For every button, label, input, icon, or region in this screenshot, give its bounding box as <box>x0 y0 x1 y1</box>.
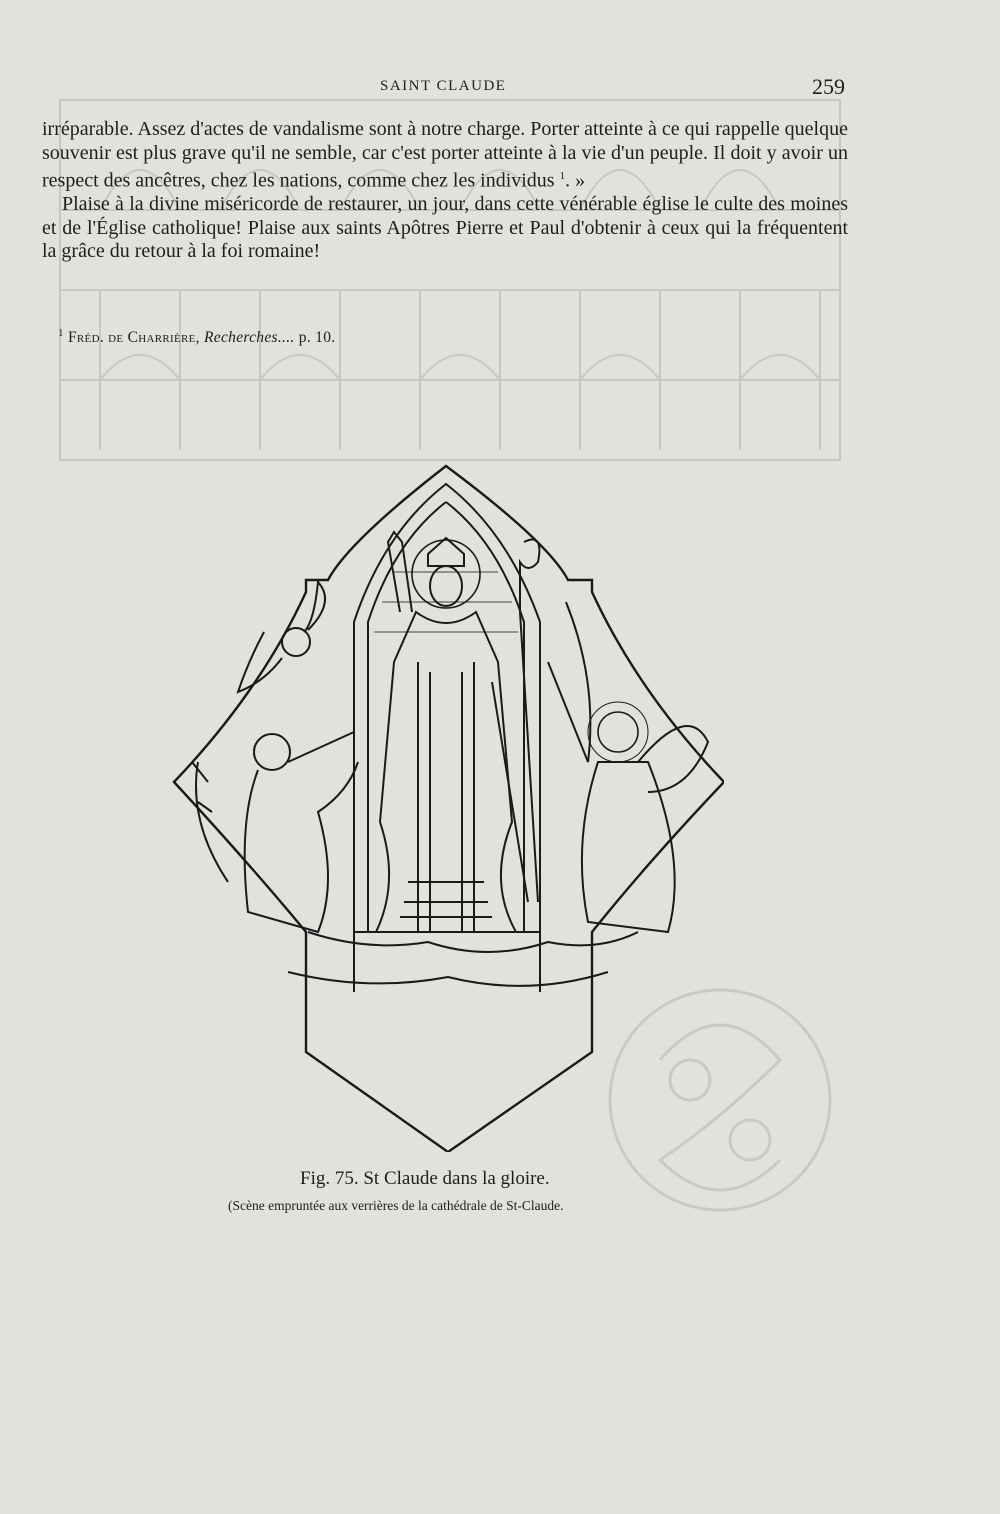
footnote-number: 1 <box>58 327 64 339</box>
paragraph-1-text: irréparable. Assez d'actes de vandalisme sont à notre charge. Porter atteinte à ce qui rappelle quelque souvenir est plus grave qu'il ne semble, car c'est porter atteinte à la vie d'un peuple. Il doit y avoir un respect des ancêtres, chez les nations, comme chez les individus <box>42 118 848 192</box>
paragraph-1 <box>42 118 848 193</box>
body-text <box>42 118 848 264</box>
paragraph-1-end: . » <box>565 169 586 192</box>
page-number: 259 <box>812 74 845 99</box>
footnote-title: Recherches.... <box>204 329 295 347</box>
footnote-ref[interactable]: 1 <box>559 170 566 182</box>
running-title: SAINT CLAUDE <box>380 78 507 94</box>
figure-illustration <box>168 462 724 1152</box>
running-head <box>0 76 1000 100</box>
figure-caption: Fig. 75. St Claude dans la gloire. <box>300 1168 550 1189</box>
footnote-author: Fréd. de Charrière, <box>68 329 200 347</box>
footnote-page: p. 10. <box>298 329 336 347</box>
figure-subcaption: (Scène empruntée aux verrières de la cathédrale de St-Claude. <box>228 1198 564 1213</box>
paragraph-2: Plaise à la divine miséricorde de restaurer, un jour, dans cette vénérable église le culte des moines et de l'Église catholique! Plaise aux saints Apôtres Pierre et Paul d'obtenir à ceux qui la fréquentent la grâce du retour à la foi romaine! <box>42 193 848 263</box>
footnote <box>58 327 335 347</box>
